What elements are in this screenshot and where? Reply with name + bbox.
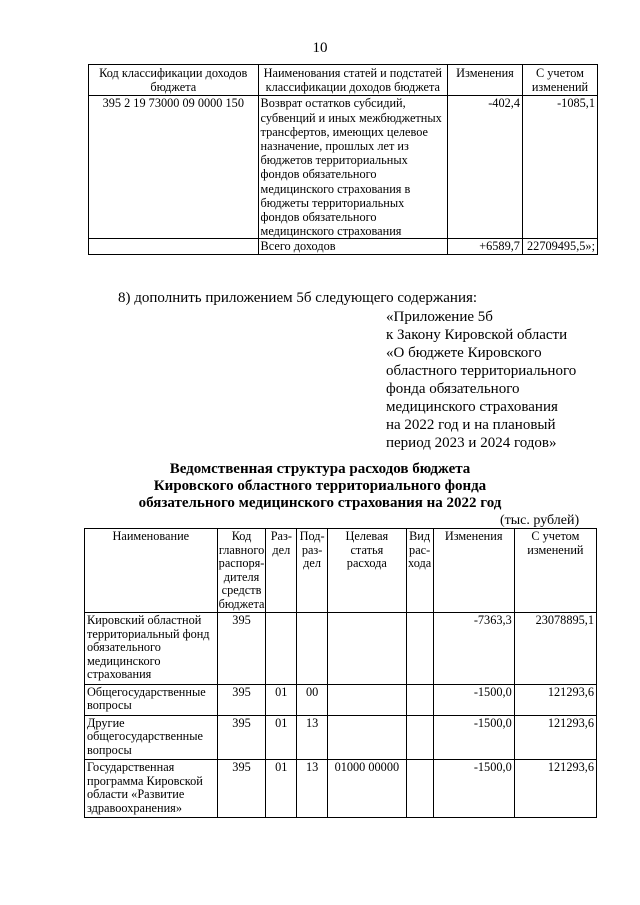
appendix-line: к Закону Кировской области: [386, 327, 568, 343]
header-changes: Изменения: [448, 65, 523, 96]
row-target-article: 01000 00000: [328, 760, 407, 818]
item-8-text: 8) дополнить приложением 5б следующего содержания:: [118, 290, 478, 306]
row-code: 395: [217, 613, 266, 685]
appendix-line: фонда обязательного: [386, 381, 520, 397]
appendix-block: [386, 308, 616, 452]
row-expense-type: [406, 613, 433, 685]
total-value: 22709495,5»;: [522, 239, 597, 254]
row-podrazdel: 00: [297, 684, 328, 715]
income-table-header: [89, 65, 598, 96]
income-table: [88, 64, 598, 255]
appendix-line: на 2022 год и на плановый: [386, 417, 556, 433]
row-total: 121293,6: [514, 684, 596, 715]
unit-label: (тыс. рублей): [500, 513, 580, 528]
row-expense-type: [406, 715, 433, 760]
header-income-code: Код классификации доходов бюджета: [89, 65, 259, 96]
row-razdel: [266, 613, 297, 685]
table-row: [85, 684, 597, 715]
row-podrazdel: 13: [297, 760, 328, 818]
expense-table: [84, 528, 597, 818]
appendix-line: «Приложение 5б: [386, 309, 493, 325]
income-change: -402,4: [448, 96, 523, 239]
row-razdel: 01: [266, 684, 297, 715]
row-name: Другие общегосударственные вопросы: [85, 715, 218, 760]
income-name: Возврат остатков субсидий, субвенций и иных межбюджетных трансфертов, имеющих целевое назначение, прошлых лет из бюджетов территориальных фондов обязательного медицинского страхования в бюджеты территориальных фондов обязательного медицинского страхования: [258, 96, 448, 239]
page-number: 10: [312, 40, 328, 56]
row-target-article: [328, 715, 407, 760]
header-expense-type: Вид рас-хода: [406, 529, 433, 613]
header-with-changes: С учетом изменений: [522, 65, 597, 96]
section-title: [0, 461, 640, 512]
total-label: Всего доходов: [258, 239, 448, 254]
row-expense-type: [406, 760, 433, 818]
row-total: 23078895,1: [514, 613, 596, 685]
row-name: Общегосударственные вопросы: [85, 684, 218, 715]
appendix-line: период 2023 и 2024 годов»: [386, 435, 557, 451]
title-line: обязательного медицинского страхования на 2022 год: [138, 495, 502, 511]
total-row: [89, 239, 598, 254]
title-line: Кировского областного территориального фонда: [153, 478, 487, 494]
row-change: -7363,3: [433, 613, 514, 685]
appendix-line: областного территориального: [386, 363, 577, 379]
income-total: -1085,1: [522, 96, 597, 239]
header-podrazdel: Под-раз-дел: [297, 529, 328, 613]
header-target-article: Целевая статья расхода: [328, 529, 407, 613]
header-income-name: Наименования статей и подстатей классификации доходов бюджета: [258, 65, 448, 96]
header-razdel: Раз-дел: [266, 529, 297, 613]
header-admin-code: Код главного распоря-дителя средств бюджета: [218, 529, 265, 611]
expense-table-header: [85, 529, 597, 613]
row-change: -1500,0: [433, 760, 514, 818]
total-change: +6589,7: [448, 239, 523, 254]
header-with-changes: С учетом изменений: [514, 529, 596, 613]
row-code: 395: [217, 715, 266, 760]
appendix-line: медицинского страхования: [386, 399, 558, 415]
table-row: [85, 715, 597, 760]
row-name: Кировский областной территориальный фонд обязательного медицинского страхования: [85, 613, 218, 685]
header-changes: Изменения: [433, 529, 514, 613]
row-total: 121293,6: [514, 760, 596, 818]
title-line: Ведомственная структура расходов бюджета: [169, 461, 471, 477]
row-change: -1500,0: [433, 684, 514, 715]
table-row: [89, 96, 598, 239]
row-razdel: 01: [266, 760, 297, 818]
row-razdel: 01: [266, 715, 297, 760]
table-row: [85, 613, 597, 685]
row-name: Государственная программа Кировской области «Развитие здравоохранения»: [85, 760, 218, 818]
row-target-article: [328, 613, 407, 685]
row-total: 121293,6: [514, 715, 596, 760]
row-podrazdel: 13: [297, 715, 328, 760]
row-target-article: [328, 684, 407, 715]
table-row: [85, 760, 597, 818]
row-code: 395: [217, 760, 266, 818]
row-code: 395: [217, 684, 266, 715]
row-change: -1500,0: [433, 715, 514, 760]
header-name: Наименование: [85, 529, 218, 613]
row-expense-type: [406, 684, 433, 715]
income-code: 395 2 19 73000 09 0000 150: [89, 96, 259, 239]
appendix-line: «О бюджете Кировского: [386, 345, 542, 361]
row-podrazdel: [297, 613, 328, 685]
